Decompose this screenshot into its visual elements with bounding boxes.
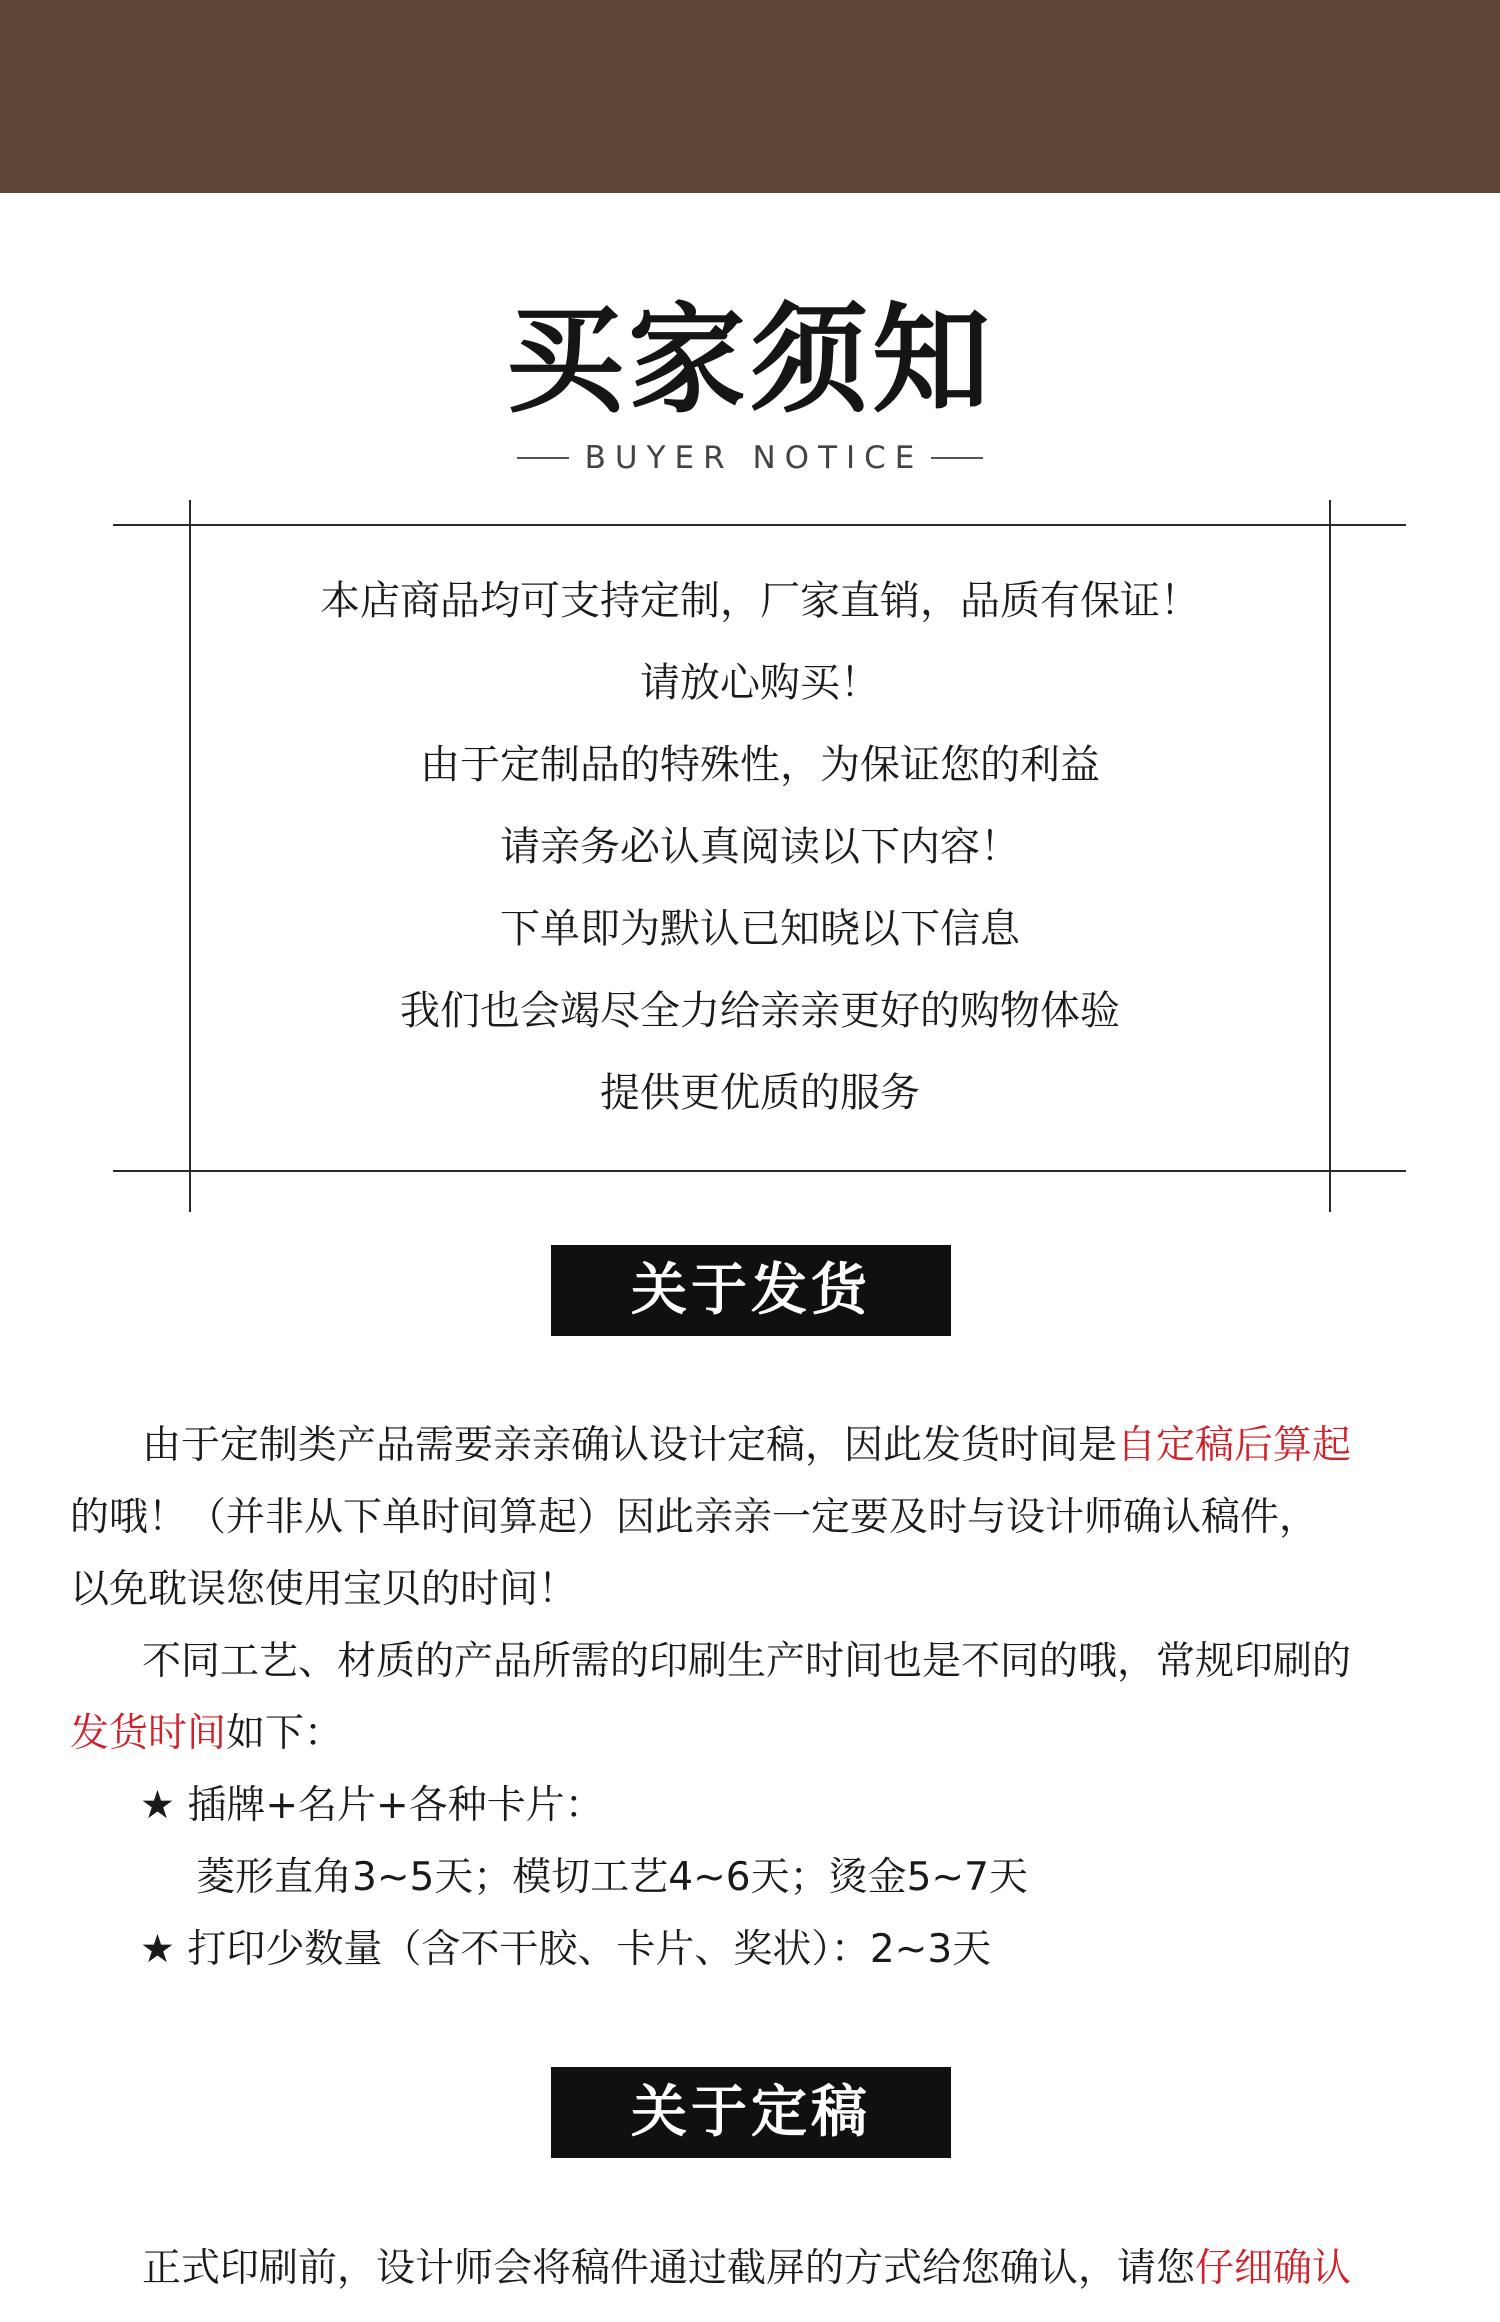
notice-line: 由于定制品的特殊性，为保证您的利益 (420, 742, 1100, 788)
page-title: 买家须知 (505, 291, 994, 429)
shipping-heading: 关于发货 (551, 1245, 951, 1336)
proof-text: 正式印刷前，设计师会将稿件通过截屏的方式给您确认，请您 (142, 2246, 1196, 2291)
shipping-paragraph-line: 不同工艺、材质的产品所需的印刷生产时间也是不同的哦，常规印刷的 (142, 1639, 1352, 1684)
shipping-paragraph-line: 的哦！（并非从下单时间算起）因此亲亲一定要及时与设计师确认稿件， (70, 1495, 1319, 1540)
notice-line: 下单即为默认已知晓以下信息 (500, 906, 1020, 952)
notice-line: 请亲务必认真阅读以下内容！ (500, 824, 1020, 870)
proof-highlight: 仔细确认 (1195, 2246, 1352, 2291)
proof-paragraph-line (70, 2233, 1450, 2305)
subtitle-row (0, 438, 1500, 478)
shipping-bullet-detail: 菱形直角3~5天；模切工艺4~6天；烫金5~7天 (196, 1855, 1028, 1900)
shipping-paragraph-line (70, 1410, 1450, 1482)
proof-section (70, 2233, 1450, 2305)
shipping-bullet: ★ 插牌+名片+各种卡片： (140, 1783, 604, 1828)
shipping-paragraph-line (70, 1698, 1450, 1770)
page-subtitle: BUYER NOTICE (584, 440, 924, 476)
proof-heading: 关于定稿 (551, 2067, 951, 2158)
top-banner (0, 0, 1500, 193)
notice-line: 我们也会竭尽全力给亲亲更好的购物体验 (400, 988, 1120, 1034)
notice-box (190, 560, 1330, 1134)
frame-bottom-line (113, 1170, 1406, 1172)
shipping-paragraph-line: 以免耽误您使用宝贝的时间！ (70, 1567, 578, 1612)
subtitle-divider-right (931, 457, 983, 459)
shipping-bullet: ★ 打印少数量（含不干胶、卡片、奖状）：2~3天 (140, 1927, 992, 1972)
shipping-highlight: 自定稿后算起 (1117, 1423, 1352, 1468)
shipping-text: 如下： (226, 1711, 344, 1756)
notice-line: 提供更优质的服务 (600, 1070, 920, 1116)
frame-top-line (113, 524, 1406, 526)
shipping-section (70, 1410, 1450, 1986)
shipping-text: 由于定制类产品需要亲亲确认设计定稿，因此发货时间是 (142, 1423, 1118, 1468)
shipping-highlight: 发货时间 (70, 1711, 227, 1756)
notice-line: 本店商品均可支持定制，厂家直销，品质有保证！ (320, 578, 1200, 624)
subtitle-divider-left (517, 457, 569, 459)
notice-line: 请放心购买！ (640, 660, 880, 706)
